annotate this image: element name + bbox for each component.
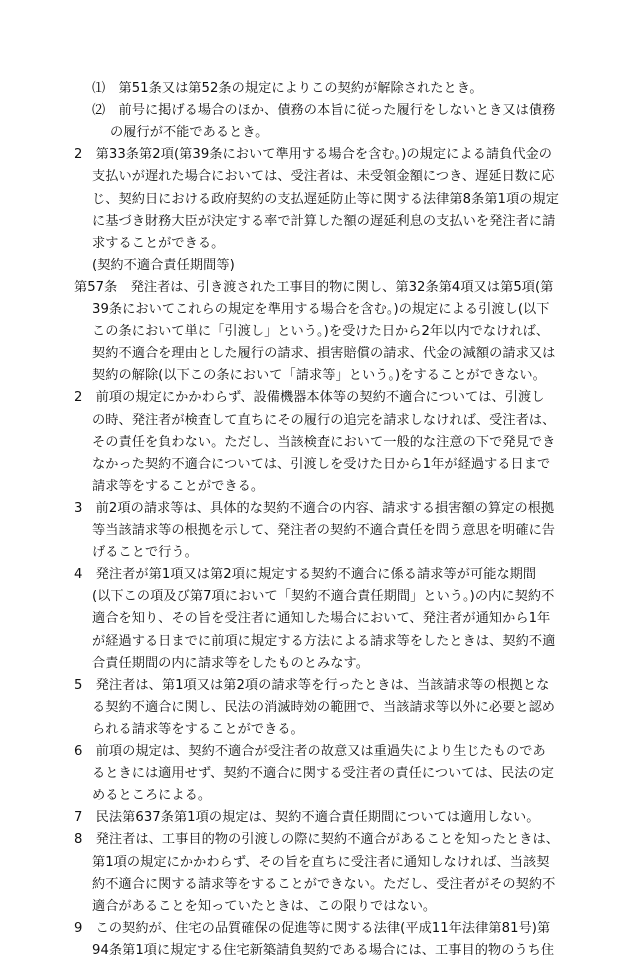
document-line: その責任を負わない。ただし、当該検査において一般的な注意の下で発見でき	[92, 434, 556, 450]
document-line: の時、発注者が検査して直ちにその履行の追完を請求しなければ、受注者は、	[92, 412, 556, 428]
document-line: じ、契約日における政府契約の支払遅延防止等に関する法律第8条第1項の規定	[92, 191, 559, 207]
document-line: 9 この契約が、住宅の品質確保の促進等に関する法律(平成11年法律第81号)第	[74, 920, 551, 936]
document-line: 6 前項の規定は、契約不適合が受注者の故意又は重過失により生じたものであ	[74, 744, 546, 759]
document-line: 第57条 発注者は、引き渡された工事目的物に関し、第32条第4項又は第5項(第	[74, 279, 554, 295]
document-line: 契約の解除(以下この条において「請求等」という。)をすることができない。	[92, 368, 546, 384]
document-line: 合責任期間の内に請求等をしたものとみなす。	[92, 655, 369, 671]
document-line: 適合を知り、その旨を受注者に通知した場合において、発注者が通知から1年	[92, 611, 551, 627]
document-line: 8 発注者は、工事目的物の引渡しの際に契約不適合があることを知ったときは、	[74, 832, 559, 848]
document-line: 等当該請求等の根拠を示して、発注者の契約不適合責任を問う意思を明確に告	[92, 523, 556, 538]
document-line: 7 民法第637条第1項の規定は、契約不適合責任期間については適用しない。	[74, 810, 540, 826]
document-line: (契約不適合責任期間等)	[92, 257, 235, 273]
document-line: の履行が不能であるとき。	[110, 125, 269, 141]
document-line: 94条第1項に規定する住宅新築請負契約である場合には、工事目的物のうち住	[92, 942, 555, 958]
document-line: 5 発注者は、第1項又は第2項の請求等を行ったときは、当該請求等の根拠とな	[74, 677, 550, 693]
document-line: 支払いが遅れた場合においては、受注者は、未受領金額につき、遅延日数に応	[92, 169, 555, 185]
document-line: この条において単に「引渡し」という。)を受けた日から2年以内でなければ、	[92, 324, 550, 340]
document-line: (以下この項及び第7項において「契約不適合責任期間」という。)の内に契約不	[92, 589, 555, 605]
document-line: 3 前2項の請求等は、具体的な契約不適合の内容、請求する損害額の算定の根拠	[74, 500, 555, 516]
document-line: なかった契約不適合については、引渡しを受けた日から1年が経過する日まで	[92, 456, 551, 472]
document-line: に基づき財務大臣が決定する率で計算した額の遅延利息の支払いを発注者に請	[92, 213, 556, 229]
document-line: 2 前項の規定にかかわらず、設備機器本体等の契約不適合については、引渡し	[74, 390, 545, 406]
document-line: 請求等をすることができる。	[92, 478, 265, 494]
document-line: られる請求等をすることができる。	[92, 721, 304, 737]
document-line: 契約不適合を理由とした履行の請求、損害賠償の請求、代金の減額の請求又は	[92, 346, 556, 362]
document-line: る契約不適合に関し、民法の消滅時効の範囲で、当該請求等以外に必要と認め	[92, 699, 556, 715]
document-line: ⑵ 前号に掲げる場合のほか、債務の本旨に従った履行をしないとき又は債務	[92, 103, 556, 119]
document-line: 第1項の規定にかかわらず、その旨を直ちに受注者に通知しなければ、当該契	[92, 854, 550, 870]
document-line: 2 第33条第2項(第39条において準用する場合を含む。)の規定による請負代金の	[74, 147, 553, 163]
document-line: が経過する日までに前項に規定する方法による請求等をしたときは、契約不適	[92, 633, 556, 649]
document-line: るときには適用せず、契約不適合に関する受注者の責任については、民法の定	[92, 766, 554, 782]
document-line: 求することができる。	[92, 235, 225, 251]
document-line: めるところによる。	[92, 788, 212, 804]
document-line: 約不適合に関する請求等をすることができない。ただし、受注者がその契約不	[92, 876, 556, 892]
document-line: 適合があることを知っていたときは、この限りではない。	[92, 898, 437, 914]
document-line: ⑴ 第51条又は第52条の規定によりこの契約が解除されたとき。	[92, 81, 483, 96]
document-line: 39条においてこれらの規定を準用する場合を含む。)の規定による引渡し(以下	[92, 302, 550, 317]
document-line: げることで行う。	[92, 545, 198, 561]
document-line: 4 発注者が第1項又は第2項に規定する契約不適合に係る請求等が可能な期間	[74, 567, 537, 583]
